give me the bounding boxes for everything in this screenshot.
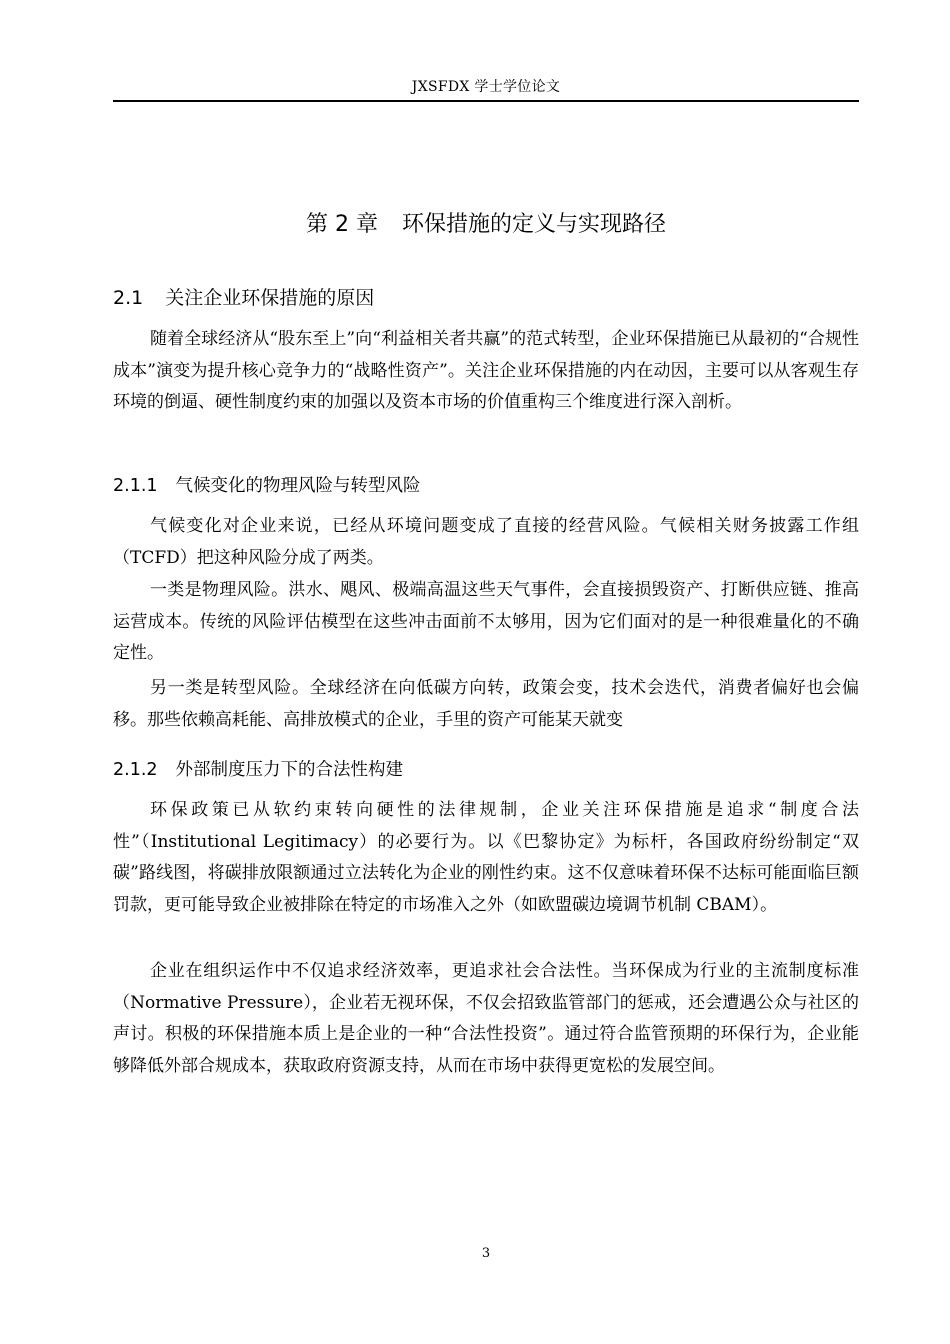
- section-number: 2.1.1: [113, 476, 158, 496]
- paragraph: 气候变化对企业来说，已经从环境问题变成了直接的经营风险。气候相关财务披露工作组（TCFD）把这种风险分成了两类。: [113, 516, 859, 568]
- chapter-title-text: 环保措施的定义与实现路径: [401, 212, 666, 237]
- section-heading-2-1: [113, 285, 859, 311]
- paragraph: 一类是物理风险。洪水、飓风、极端高温这些天气事件，会直接损毁资产、打断供应链、推高运营成本。传统的风险评估模型在这些冲击面前不太够用，因为它们面对的是一种很难量化的不确定性。: [113, 580, 859, 663]
- section-title: 气候变化的物理风险与转型风险: [175, 476, 421, 496]
- paragraph: 环保政策已从软约束转向硬性的法律规制，企业关注环保措施是追求“制度合法性”（Institutional Legitimacy）的必要行为。以《巴黎协定》为标杆，各国政府纷纷制定“双碳”路线图，将碳排放限额通过立法转化为企业的刚性约束。这不仅意味着环保不达标可能面临巨额罚款，更可能导致企业被排除在特定的市场准入之外（如欧盟碳边境调节机制 CBAM）。: [113, 800, 859, 915]
- section-heading-2-1-1: [113, 474, 859, 498]
- page-number: 3: [481, 1246, 491, 1261]
- running-header: JXSFDX 学士学位论文: [411, 79, 561, 95]
- section-number: 2.1: [113, 287, 144, 309]
- section-heading-2-1-2: [113, 758, 859, 782]
- paragraph: 随着全球经济从“股东至上”向“利益相关者共赢”的范式转型，企业环保措施已从最初的“合规性成本”演变为提升核心竞争力的“战略性资产”。关注企业环保措施的内在动因，主要可以从客观生存环境的倒逼、硬性制度约束的加强以及资本市场的价值重构三个维度进行深入剖析。: [113, 329, 859, 412]
- header-rule: [113, 100, 859, 102]
- chapter-number: 第 2 章: [306, 212, 378, 237]
- section-number: 2.1.2: [113, 760, 158, 780]
- chapter-title: [113, 210, 859, 240]
- paragraph: 另一类是转型风险。全球经济在向低碳方向转，政策会变，技术会迭代，消费者偏好也会偏移。那些依赖高耗能、高排放模式的企业，手里的资产可能某天就变: [113, 678, 859, 730]
- paragraph: 企业在组织运作中不仅追求经济效率，更追求社会合法性。当环保成为行业的主流制度标准（Normative Pressure），企业若无视环保，不仅会招致监管部门的惩戒，还会遭遇公众与社区的声讨。积极的环保措施本质上是企业的一种“合法性投资”。通过符合监管预期的环保行为，企业能够降低外部合规成本，获取政府资源支持，从而在市场中获得更宽松的发展空间。: [113, 961, 859, 1076]
- section-title: 外部制度压力下的合法性构建: [175, 760, 404, 780]
- section-title: 关注企业环保措施的原因: [165, 287, 375, 309]
